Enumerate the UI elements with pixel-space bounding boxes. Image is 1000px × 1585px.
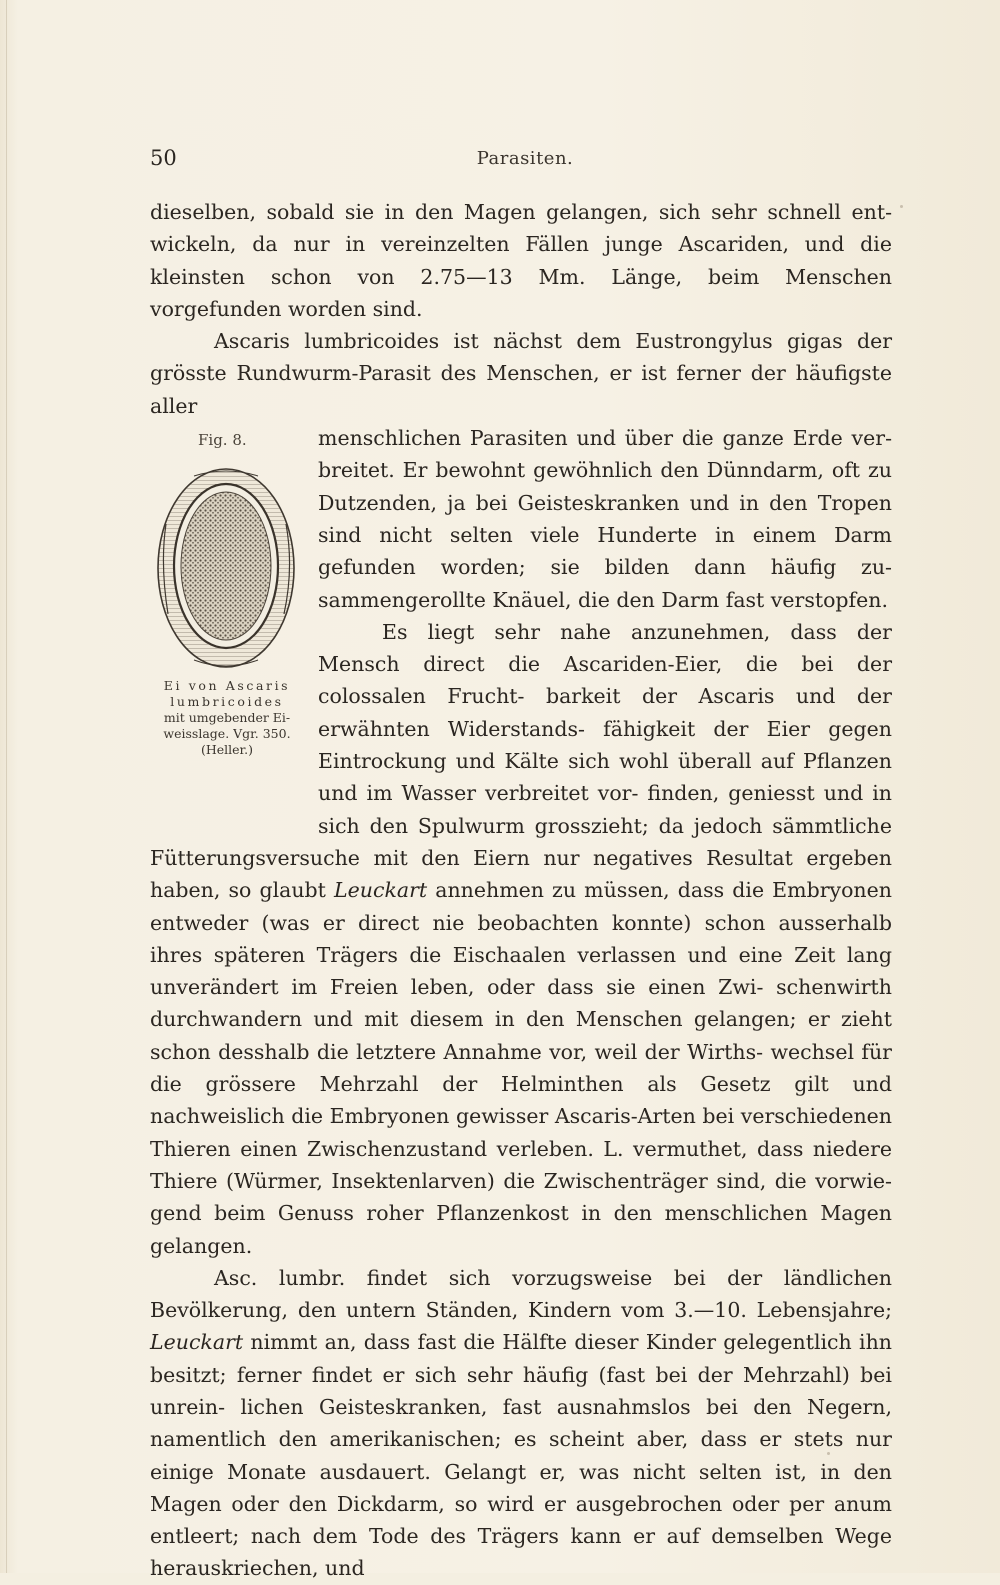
text-line: Darm gefunden worden; sie bilden dann häufig zu-	[318, 522, 892, 580]
figure-label: Fig. 8.	[198, 431, 247, 450]
caption-line: weisslage. Vgr. 350.	[163, 726, 291, 742]
text-line: Ascaris lumbricoides ist nächst dem Eustrongylus gigas der grösste	[150, 329, 892, 386]
author-name: Leuckart	[150, 1330, 244, 1355]
text-line: den amerikanischen; es scheint aber, dass er stets nur einige Monate	[150, 1427, 892, 1484]
text-line: Tropen sind nicht selten viele Hunderte in einem	[318, 490, 892, 547]
caption-line: (Heller.)	[200, 742, 254, 758]
text-line: Asc. lumbr. findet sich vorzugsweise bei der ländlichen Bevölkerung,	[150, 1265, 892, 1323]
text-line: er zieht schon desshalb die letztere Annahme vor, weil der Wirths-	[150, 1007, 892, 1064]
text-line: menschlichen Parasiten und über die ganze Erde ver-	[318, 426, 892, 451]
text-line: gend beim Genuss roher Pflanzenkost in den menschlichen Magen	[150, 1201, 892, 1226]
text-line: gelangen.	[150, 1233, 253, 1258]
paragraph-2	[150, 325, 892, 422]
text-line: wohl überall auf Pflanzen und im Wasser verbreitet vor-	[318, 749, 892, 806]
caption-line: Ei von Ascaris	[163, 678, 291, 694]
figure-8	[148, 422, 306, 816]
text-line: annehmen zu müssen,	[427, 878, 670, 903]
author-name: Leuckart	[334, 878, 428, 903]
text-line: wickeln, da nur in vereinzelten Fällen junge Ascariden, und die	[150, 232, 892, 257]
running-title: Parasiten.	[476, 148, 574, 169]
text-line: Thieren einen Zwischenzustand verleben. L. vermuthet, dass niedere	[150, 1136, 892, 1161]
text-line: finden, geniesst und in sich den Spulwurm grosszieht;	[318, 781, 892, 838]
text-line: ferner findet er sich sehr häufig (fast bei der Mehrzahl) bei unrein-	[150, 1362, 892, 1419]
text-line: Tode des Trägers kann er auf demselben Wege herauskriechen, und	[150, 1524, 892, 1581]
text-line: da jedoch sämmtliche Fütterungsversuche mit den Eiern nur negatives	[150, 813, 892, 870]
text-line: dieselben, sobald sie in den Magen gelangen, sich sehr schnell ent-	[150, 200, 892, 224]
body-text	[150, 196, 892, 1585]
text-line: dass die Embryonen entweder (was er direct nie beobachten konnte)	[150, 878, 892, 935]
ascaris-egg-illustration	[154, 464, 299, 674]
text-line: eine Zeit lang unverändert im Freien leben, oder dass sie einen Zwi-	[150, 942, 892, 1000]
page-edge	[6, 0, 7, 1573]
text-line: schenwirth durchwandern und mit diesem in den Menschen gelangen;	[150, 975, 892, 1032]
text-line: direct die Ascariden-Eier, die bei der colossalen Frucht-	[318, 652, 892, 709]
text-line: lichen Geisteskranken, fast ausnahmslos bei den Negern, namentlich	[150, 1394, 892, 1452]
text-line: nimmt an, dass fast die Hälfte dieser Kinder gelegentlich ihn besitzt;	[150, 1330, 892, 1387]
text-line: Resultat ergeben haben, so glaubt	[150, 845, 892, 903]
text-line: zu Dutzenden, ja bei Geisteskranken und in den	[318, 458, 892, 515]
text-line: worden sind.	[287, 296, 423, 321]
text-line: schon ausserhalb ihres späteren Trägers die Eischaalen verlassen und	[150, 910, 892, 967]
egg-content	[181, 492, 271, 640]
text-line: den untern Ständen, Kindern vom 3.—10. Lebensjahre;	[297, 1298, 892, 1323]
text-line: barkeit der Ascaris und der erwähnten Widerstands-	[318, 684, 892, 741]
text-line: Thiere (Würmer, Insektenlarven) die Zwischenträger sind, die vorwie-	[150, 1168, 892, 1193]
page-number: 50	[150, 146, 177, 170]
figure-caption	[148, 678, 306, 758]
text-line: breitet. Er bewohnt gewöhnlich den Dünndarm, oft	[318, 458, 861, 483]
page-header	[150, 140, 900, 176]
text-line: fähigkeit der Eier gegen Eintrockung und Kälte sich	[318, 716, 892, 774]
paper-speck	[900, 205, 903, 208]
paragraph-1	[150, 196, 892, 325]
text-line: nachweislich die Embryonen gewisser Ascaris-Arten bei verschiedenen	[150, 1104, 892, 1129]
text-line: Es liegt sehr nahe anzunehmen, dass der Mensch	[318, 619, 892, 677]
text-line: Rundwurm-Parasit des Menschen, er ist ferner der häufigste aller	[150, 361, 892, 418]
text-line: wechsel für die grössere Mehrzahl der Helminthen als Gesetz gilt und	[150, 1039, 892, 1097]
caption-line: lumbricoides	[170, 694, 284, 710]
caption-line: mit umgebender Ei-	[163, 710, 291, 726]
text-line: sammengerollte Knäuel, die den Darm fast verstopfen.	[318, 587, 888, 612]
paragraph-4	[150, 1262, 892, 1585]
text-line: ausdauert. Gelangt er, was nicht selten ist, in den Magen oder den	[150, 1459, 892, 1516]
text-line: Dickdarm, so wird er ausgebrochen oder per anum entleert; nach dem	[150, 1491, 892, 1549]
text-line: kleinsten schon von 2.75—13 Mm. Länge, beim Menschen vorgefunden	[150, 264, 892, 321]
